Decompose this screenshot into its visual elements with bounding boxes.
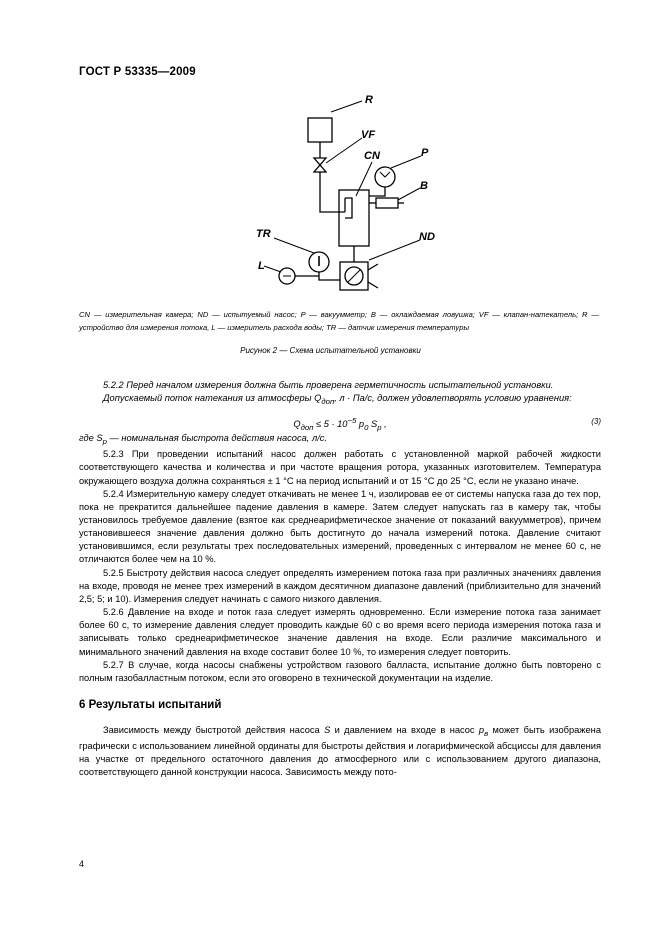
paragraph-5-2-6: 5.2.6 Давление на входе и поток газа следует измерять одновременно. Если измерение потока газа занимает более 60 с, то измерение давления следует проводить каждые 60 с во время всего периода измерения потока газа и записывать только среднеарифметическое значение давления на входе. Если различие максимального и минимального значений давления на входе составит более 10 %, то измерения следует повторить. [79, 607, 601, 657]
paragraph-5-2-7: 5.2.7 В случае, когда насосы снабжены устройством газового балласта, испытание должно быть повторено с полным газобалластным потоком, если это оговорено в технической документации на изделие. [79, 659, 601, 683]
label-l: L [258, 260, 265, 272]
equation-body: $Q_{доп} \le 5 \cdot 10^{-5}$ $p_0$ $S_p$ , [293, 416, 387, 433]
label-cn: CN [364, 150, 380, 162]
label-tr: TR [256, 228, 271, 240]
cold-trap-box [376, 198, 398, 208]
label-b: B [420, 180, 428, 192]
paragraph-where: где $S_p$ — номинальная быстрота действия насоса, л/с. [79, 433, 328, 447]
paragraph-5-2-5: 5.2.5 Быстроту действия насоса следует определять измерением потока газа при различных значениях давления на входе, проводя не менее трех измерений в каждом десятичном диапазоне давлений (приблизительно для значений 2,5; 5; и 10). Измерения следует начинать с самого низкого давления. [79, 567, 601, 604]
leak-valve-symbol [314, 158, 326, 172]
figure-legend: CN — измерительная камера; ND — испытуемый насос; P — вакуумметр; B — охлаждаемая ловушка; VF — клапан-натекатель; R — устройство для измерения потока, L — измеритель расхода воды; TR — датчик измерения температуры [79, 310, 599, 332]
measuring-chamber [339, 190, 369, 246]
body-text [79, 379, 601, 780]
figure-caption: Рисунок 2 — Схема испытательной установки [240, 346, 421, 355]
flow-meter-box [308, 118, 332, 142]
paragraph-5-2-4: 5.2.4 Измерительную камеру следует откачивать не менее 1 ч, изолировав ее от системы напуска газа до тех пор, пока не прекратится дальнейшее падение давления в камере. Затем следует напускать газ в камеру так, чтобы установилось требуемое давление (взятое как среднеарифметическое значение от показаний вакуумметров), причем установившееся значение давления должно быть достигнуто до начала измерений потока. Давление считают установившимся, если результаты трех последовательных измерений, проведенных с интервалом не менее 60 с, не отличаются более чем на 10 %. [79, 488, 601, 565]
document-header: ГОСТ Р 53335—2009 [79, 66, 196, 78]
paragraph-flow-condition: Допускаемый поток натекания из атмосферы $Q_{доп}$, л · Па/с, должен удовлетворять условию уравнения: [103, 393, 572, 407]
paragraph-5-2-3: 5.2.3 При проведении испытаний насос должен работать с установленной маркой рабочей жидкости соответствующего качества и количества и при частоте вращения ротора, указанных изготовителем. Температура окружающего воздуха должна сохраняться ± 1 °С на период испытаний и от 15 °С до 25 °С, если не указано иначе. [79, 449, 601, 486]
equation-3 [79, 412, 601, 432]
equation-number: (3) [591, 417, 601, 427]
gas-inlet-line [320, 172, 345, 212]
section-6-title: 6 Результаты испытаний [79, 699, 222, 711]
page-number: 4 [79, 859, 85, 869]
label-p: P [421, 147, 429, 159]
label-vf: VF [361, 129, 376, 141]
paragraph-5-2-2: 5.2.2 Перед началом измерения должна быть проверена герметичность испытательной установки. [103, 380, 554, 390]
paragraph-section-6: Зависимость между быстротой действия насоса S и давлением на входе в насос $p_в$ может быть изображена графически с использованием линейной ординаты для быстроты действия и логарифмической абсциссы для давления на участке от предельного остаточного давления до атмосферного или с использованием другого диапазона, соответствующего данной конструкции насоса. Зависимость между пото- [79, 725, 601, 778]
test-setup-diagram [0, 0, 661, 300]
label-r: R [365, 94, 373, 106]
diagram-drawing [0, 0, 661, 300]
label-nd: ND [419, 231, 435, 243]
